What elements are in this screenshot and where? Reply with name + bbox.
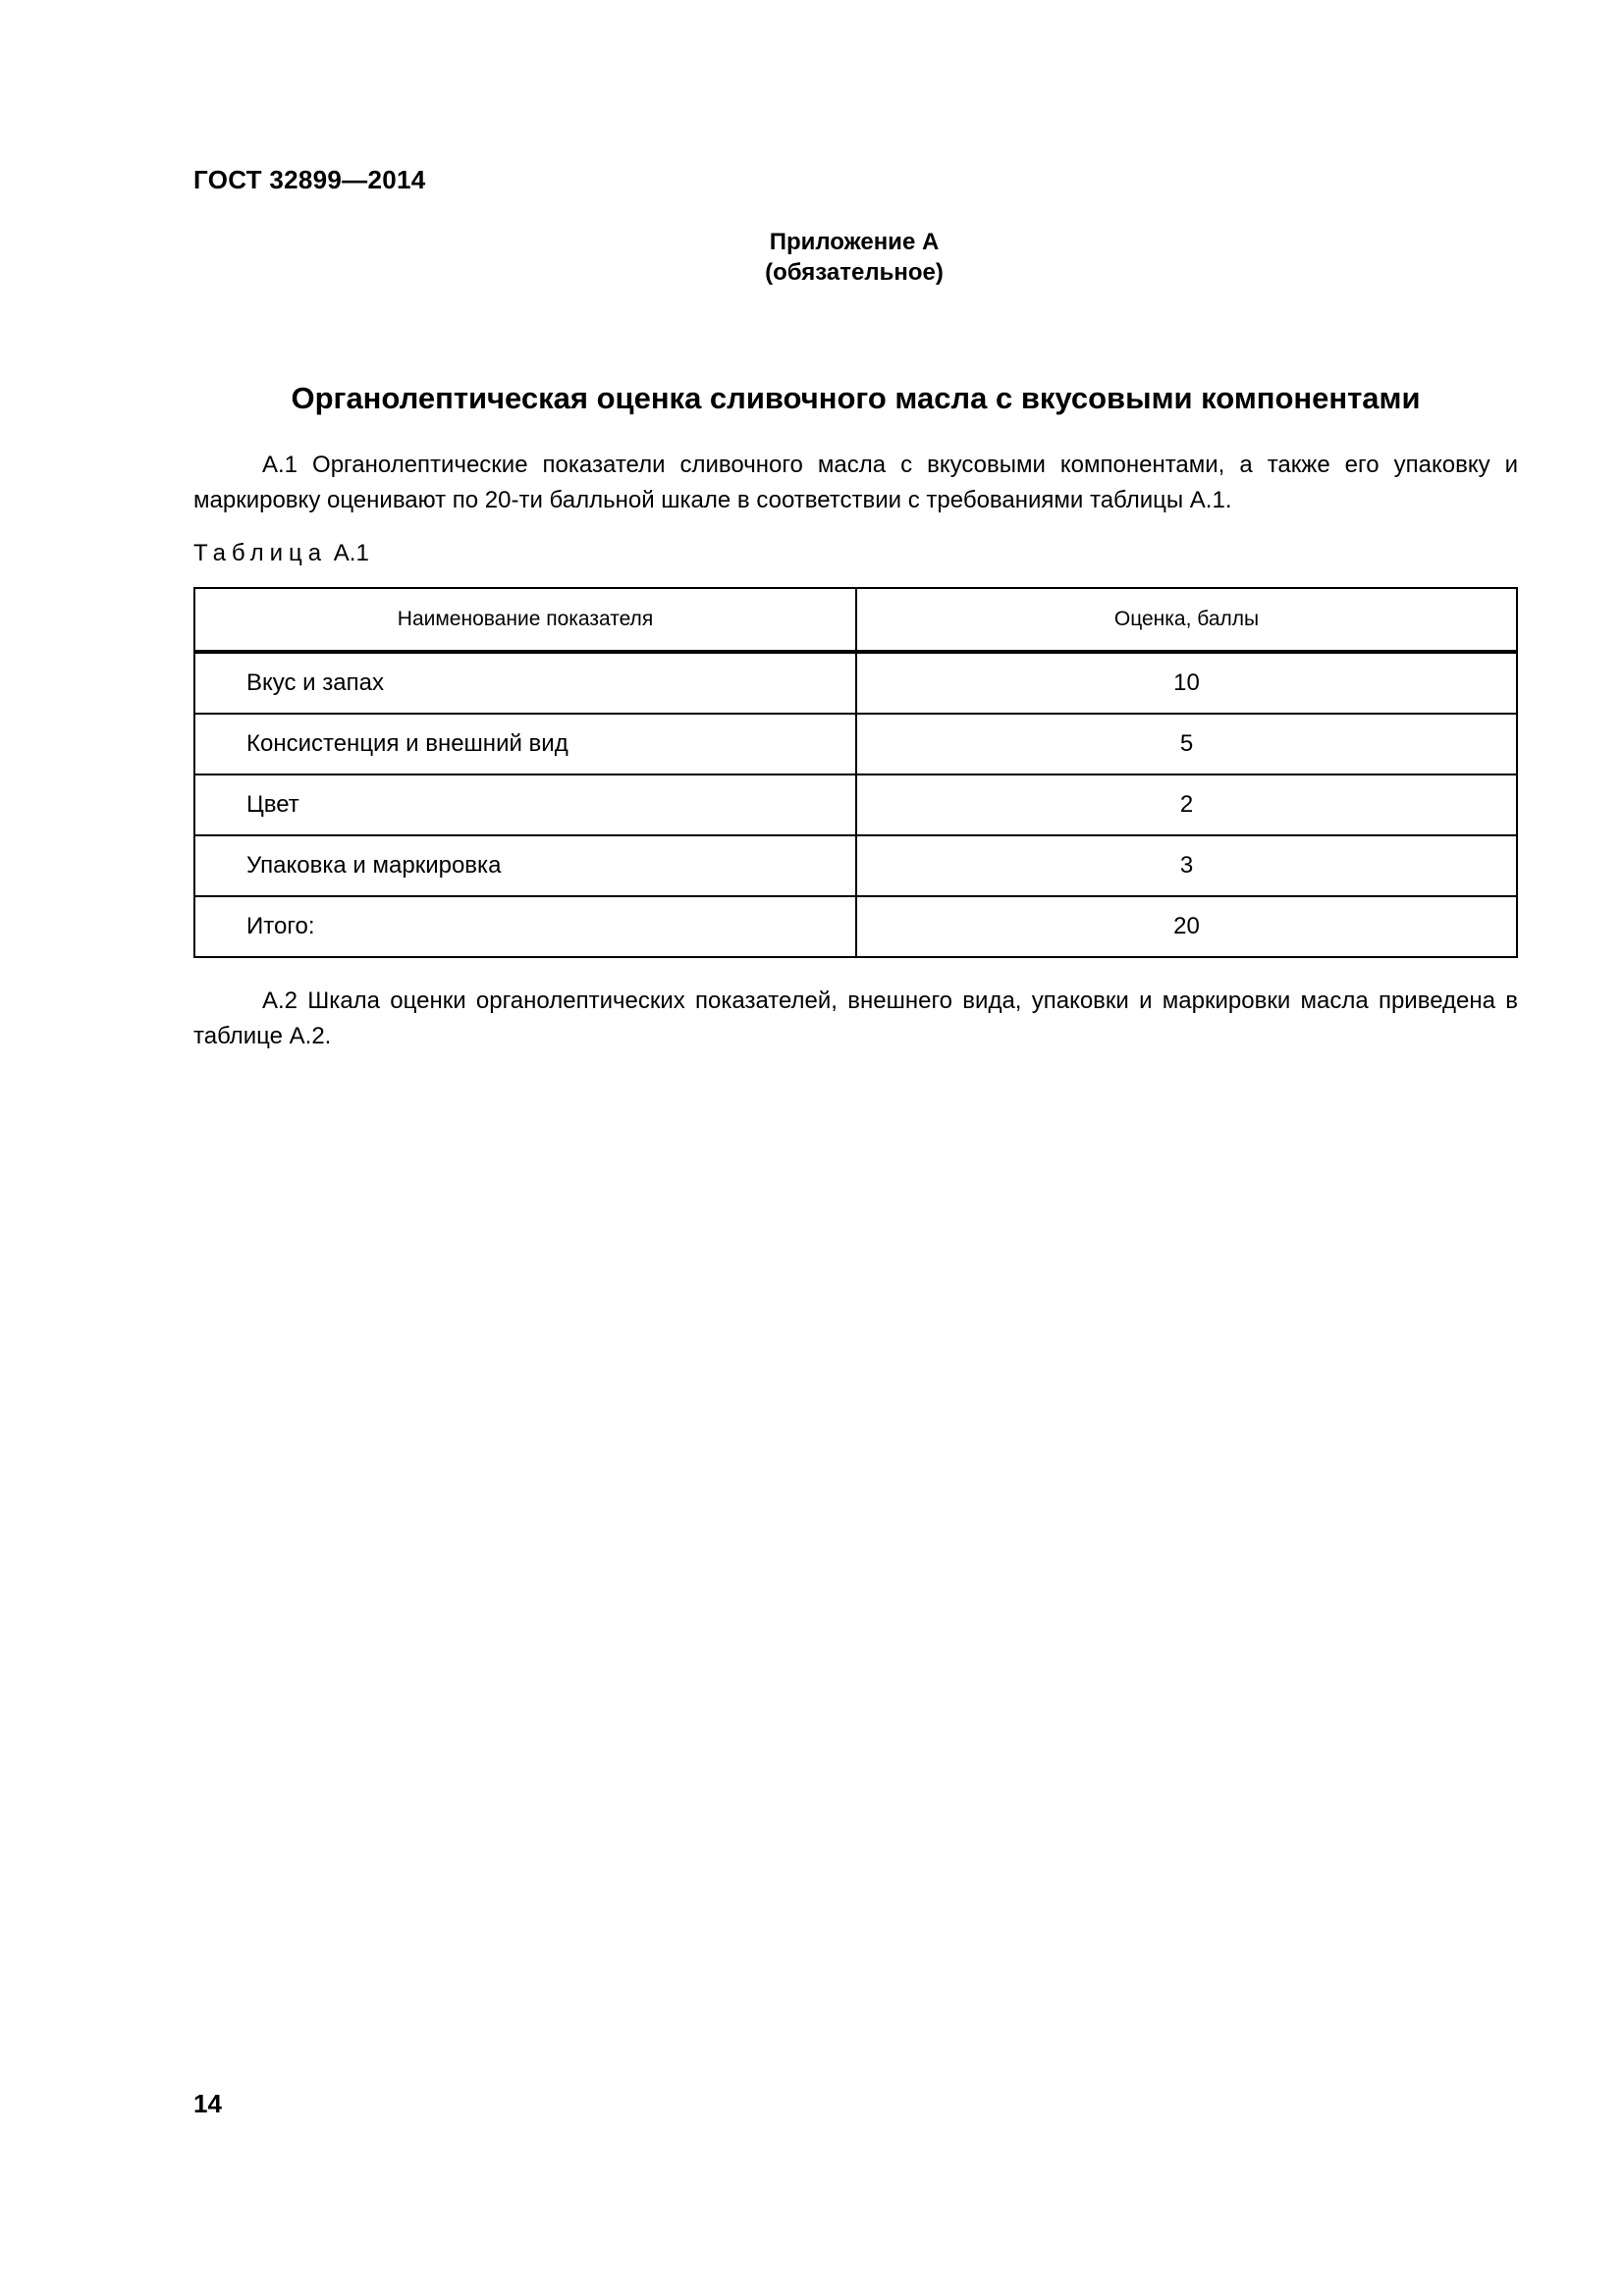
- row-name: Вкус и запах: [194, 652, 856, 714]
- standard-code: ГОСТ 32899—2014: [193, 165, 426, 194]
- paragraph-a2: [193, 984, 1518, 1054]
- table-row: [194, 652, 1517, 714]
- row-score: 3: [856, 835, 1517, 896]
- table-caption-id: А.1: [333, 540, 369, 566]
- row-score: 10: [856, 652, 1517, 714]
- row-name: Итого:: [194, 896, 856, 957]
- row-name: Упаковка и маркировка: [194, 835, 856, 896]
- table-caption: [193, 540, 369, 567]
- table-row: [194, 774, 1517, 835]
- row-score: 5: [856, 714, 1517, 774]
- section-title: Органолептическая оценка сливочного масла с вкусовыми компонентами: [291, 381, 1421, 415]
- table-header-row: [194, 588, 1517, 652]
- row-score: 20: [856, 896, 1517, 957]
- appendix-label: Приложение А: [769, 229, 940, 255]
- appendix-type: (обязательное): [765, 259, 944, 286]
- paragraph-a2-text: А.2 Шкала оценки органолептических показателей, внешнего вида, упаковки и маркировки масла приведена в таблице А.2.: [193, 988, 1518, 1049]
- row-name: Цвет: [194, 774, 856, 835]
- paragraph-a1: [193, 448, 1518, 518]
- header-indicator-name: Наименование показателя: [194, 588, 856, 652]
- row-name: Консистенция и внешний вид: [194, 714, 856, 774]
- header-score: Оценка, баллы: [856, 588, 1517, 652]
- paragraph-a1-text: А.1 Органолептические показатели сливочного масла с вкусовыми компонентами, а также его упаковку и маркировку оценивают по 20-ти балльной шкале в соответствии с требованиями таблицы А.1.: [193, 452, 1518, 513]
- row-score: 2: [856, 774, 1517, 835]
- table-row-total: [194, 896, 1517, 957]
- scoring-table: [193, 587, 1518, 958]
- table-caption-word: Таблица: [193, 540, 328, 566]
- table-row: [194, 835, 1517, 896]
- table-row: [194, 714, 1517, 774]
- page-number: 14: [193, 2089, 222, 2118]
